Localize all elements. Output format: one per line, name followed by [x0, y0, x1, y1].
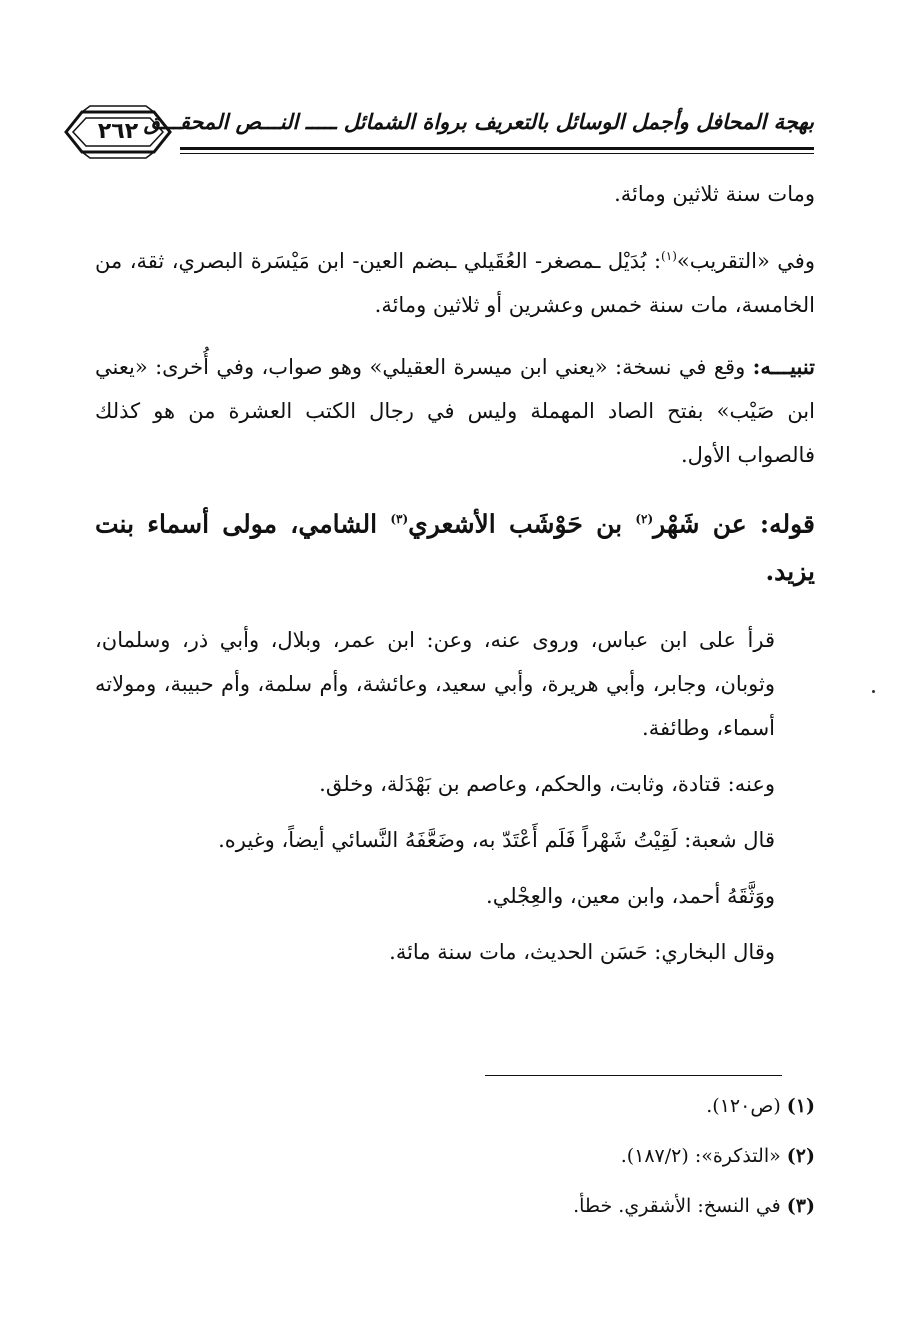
paragraph-6: قال شعبة: لَقِيْتُ شَهْراً فَلَم أَعْتَدّ به، وضَعَّفَهُ النَّسائي أيضاً، وغيره.: [218, 828, 775, 853]
footnote-2: [95, 1142, 815, 1170]
note-label: تنبيـــه:: [752, 354, 815, 379]
section-heading: [95, 495, 815, 596]
footnote-separator: [485, 1075, 782, 1076]
paragraph-4: قرأ على ابن عباس، وروى عنه، وعن: ابن عمر، وبلال، وأبي ذر، وسلمان، وثوبان، وجابر، وأبي هريرة، وأبي سعيد، وعائشة، وأم سلمة، وأم حبيبة، ومولاته أسماء، وطائفة.: [95, 628, 775, 741]
paragraph-3-text: وقع في نسخة: «يعني ابن ميسرة العقيلي» وهو صواب، وفي أُخرى: «يعني ابن صَيْب» بفتح الصاد المهملة وليس في رجال الكتب العشرة من هو كذلك فالصواب الأول.: [95, 355, 815, 467]
main-text: [95, 172, 815, 986]
header-rule-thin: [180, 153, 814, 154]
footnote-ref-1: (١): [661, 249, 677, 263]
paragraph-3: [95, 345, 815, 477]
paragraph-5: وعنه: قتادة، وثابت، والحكم، وعاصم بن بَهْدَلة، وخلق.: [319, 772, 775, 797]
footnote-ref-3: (٣): [390, 512, 409, 526]
header-rule: [180, 147, 814, 150]
footnote-number: (٣): [786, 1195, 815, 1217]
footnote-number: (٢): [786, 1145, 815, 1167]
footnote-number: (١): [786, 1095, 815, 1117]
footnote-1: [95, 1092, 815, 1120]
footnotes: [95, 1092, 815, 1242]
heading-part-1: قوله: عن شَهْر: [653, 509, 816, 539]
running-title: بهجة المحافل وأجمل الوسائل بالتعريف برواة الشمائل ـــــ النـــص المحقـــق: [143, 110, 814, 134]
heading-part-2: بن حَوْشَب الأشعري: [408, 509, 636, 539]
paragraph-2-lead: وفي «التقريب»: [676, 249, 815, 273]
paragraph-8: وقال البخاري: حَسَن الحديث، مات سنة مائة.: [389, 940, 775, 965]
scan-speck: [872, 690, 875, 693]
paragraph-1: ومات سنة ثلاثين ومائة.: [614, 182, 815, 206]
footnote-text: في النسخ: الأشقري. خطأ.: [573, 1195, 787, 1217]
page-header: [62, 104, 814, 160]
footnote-text: «التذكرة»: (١٨٧/٢).: [620, 1145, 787, 1167]
paragraph-2-text: : بُدَيْل ـمصغر- العُقَيلي ـبضم العين- ابن مَيْسَرة البصري، ثقة، من الخامسة، مات سنة خمس وعشرين أو ثلاثين ومائة.: [95, 249, 815, 317]
footnote-text: (ص١٢٠).: [706, 1095, 787, 1117]
paragraph-7: ووَثَّقَهُ أحمد، وابن معين، والعِجْلي.: [486, 884, 775, 909]
footnote-ref-2: (٢): [635, 512, 654, 526]
paragraph-2: [95, 234, 815, 327]
page-number: ٢٦٢: [97, 119, 139, 144]
heading-part-3: الشامي، مولى أسماء بنت يزيد.: [95, 509, 815, 587]
footnote-3: [95, 1192, 815, 1220]
